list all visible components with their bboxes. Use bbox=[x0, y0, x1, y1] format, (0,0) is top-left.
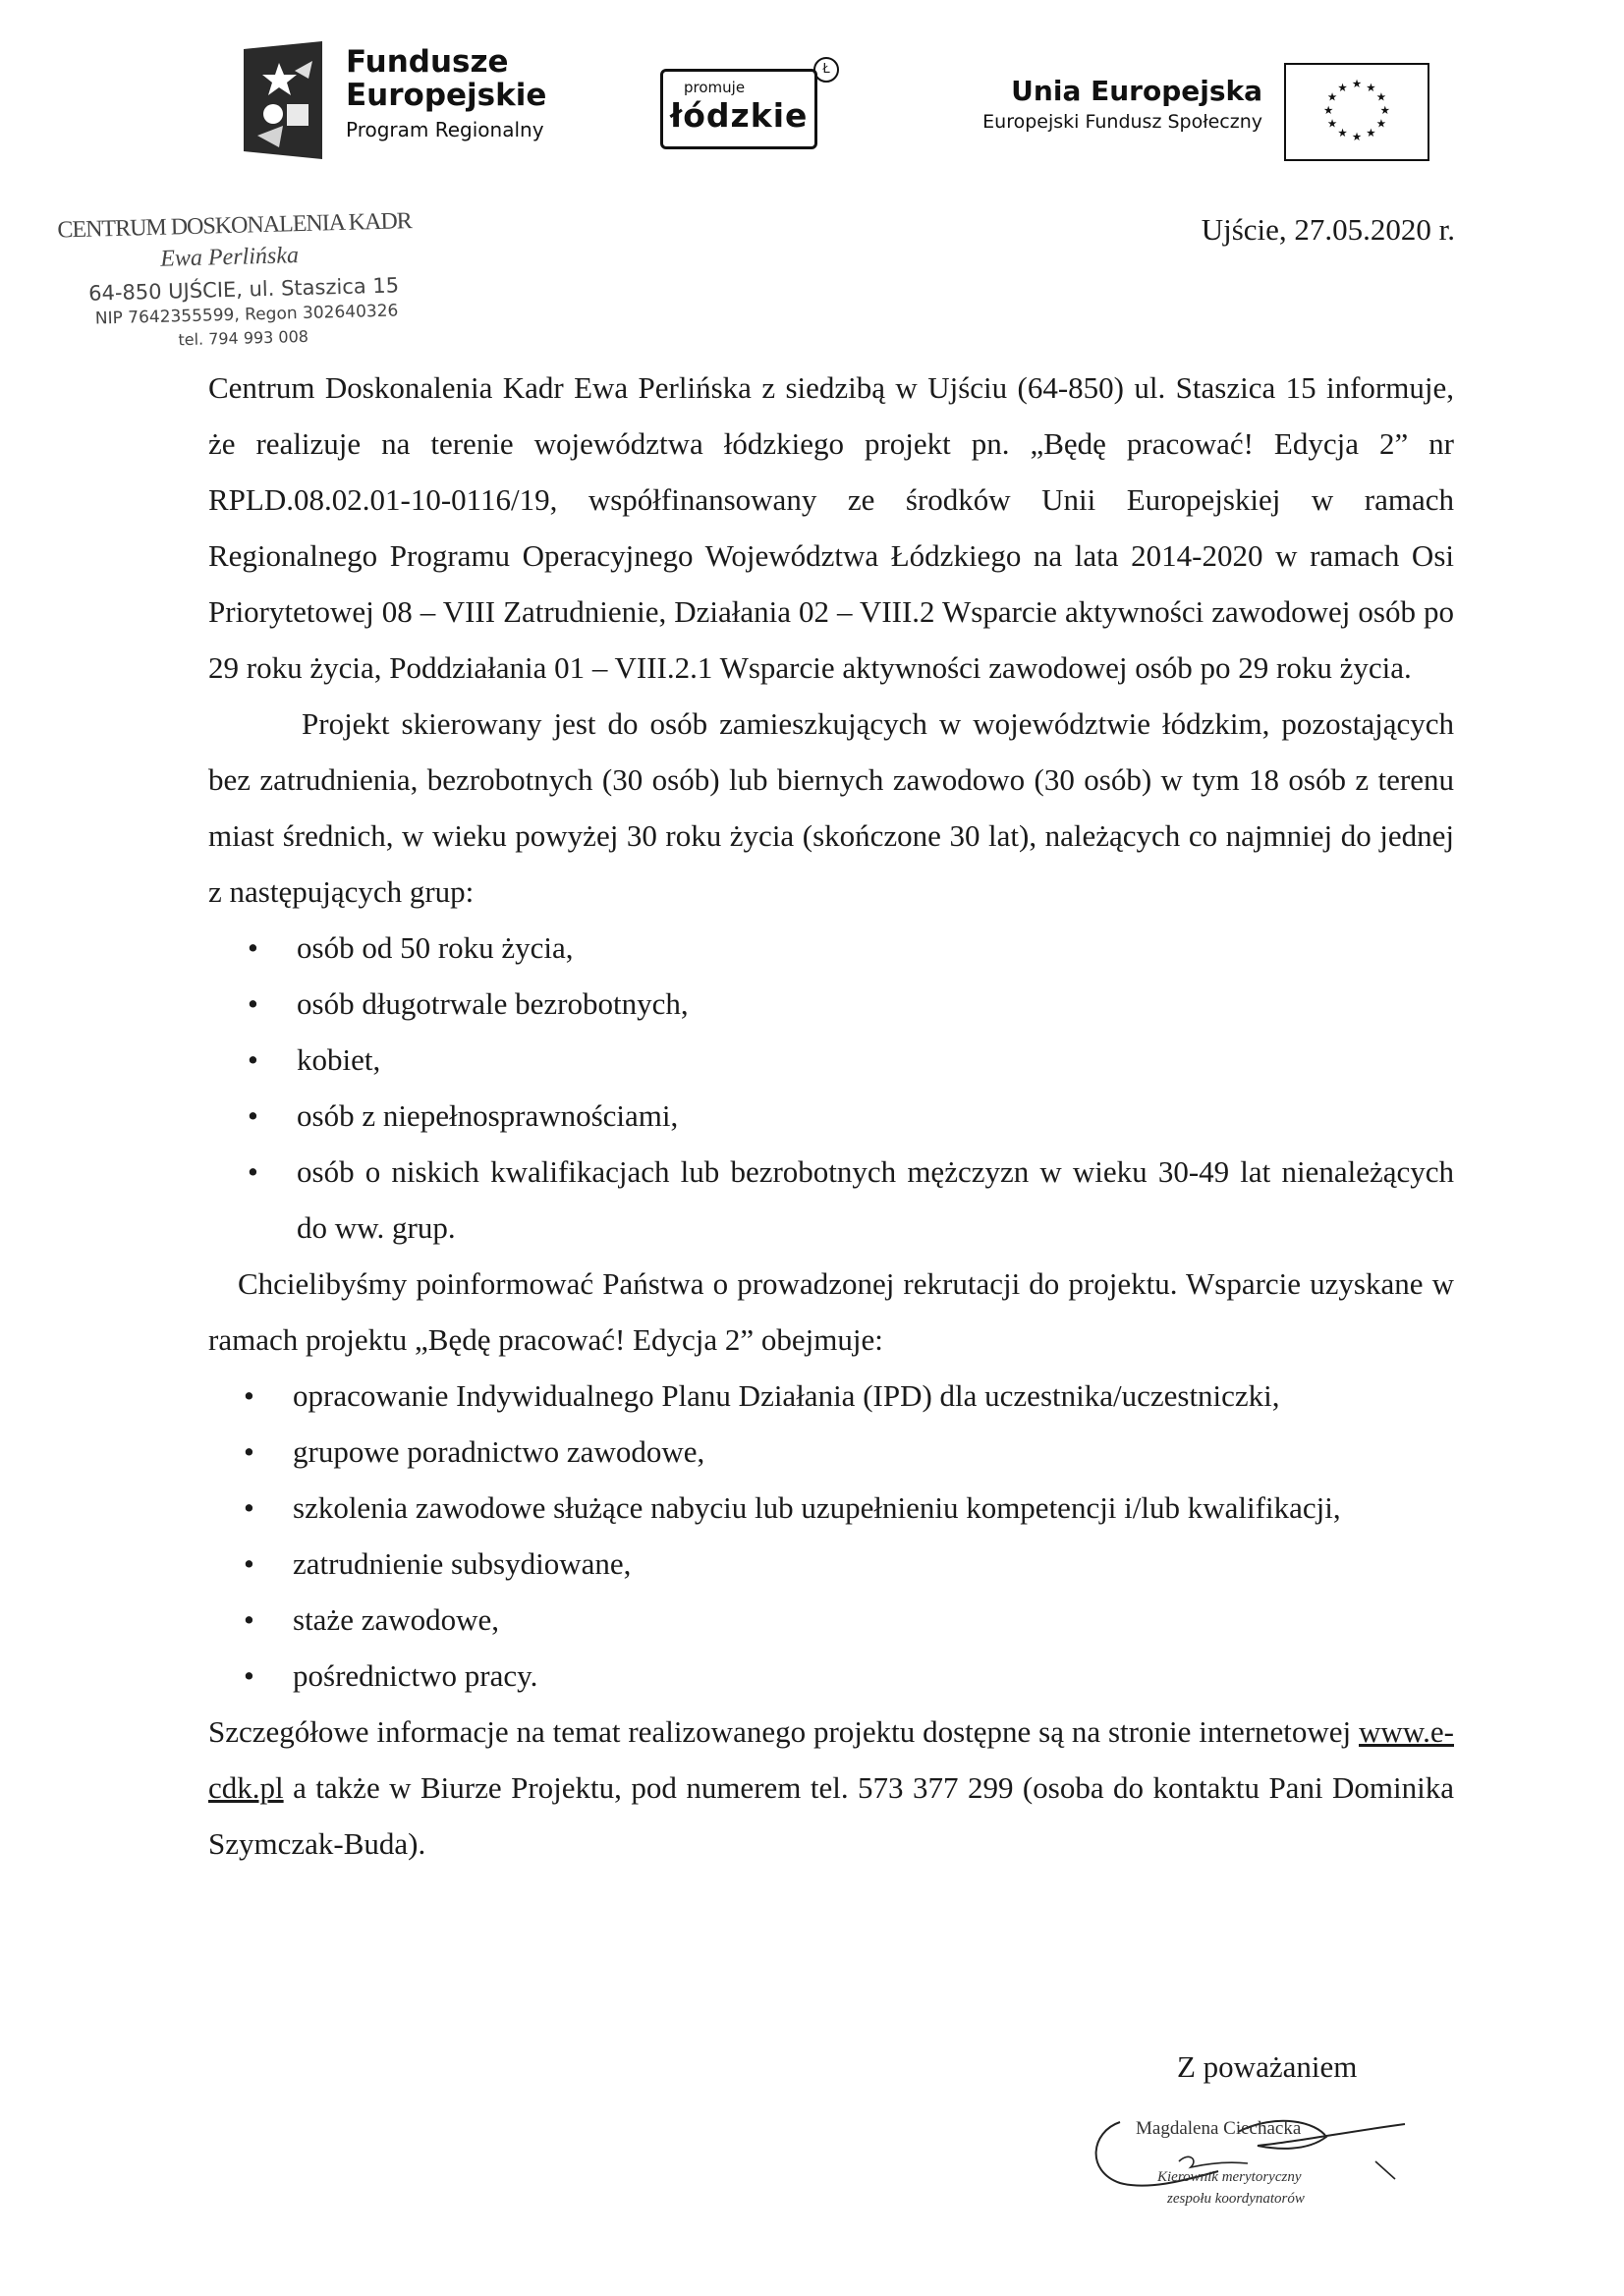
svg-text:★: ★ bbox=[1326, 89, 1338, 104]
signature-title-line2: zespołu koordynatorów bbox=[1167, 2191, 1305, 2207]
list-item: • osób długotrwale bezrobotnych, bbox=[248, 986, 689, 1021]
recruitment-paragraph: Chcielibyśmy poinformować Państwa o prowadzonej rekrutacji do projektu. Wsparcie uzyskane w ramach projektu „Będę pracować! Edycja 2” obejmuje: bbox=[208, 1266, 1454, 1357]
signature-stamp bbox=[1081, 2102, 1415, 2220]
list-item: • osób o niskich kwalifikacjach lub bezrobotnych mężczyzn w wieku 30-49 lat nienależących do ww. grup. bbox=[248, 1154, 1454, 1245]
list-item: • pośrednictwo pracy. bbox=[244, 1658, 538, 1693]
svg-text:★: ★ bbox=[1366, 80, 1376, 94]
letter-body bbox=[208, 360, 1454, 1872]
website-link[interactable]: www.e-cdk.pl bbox=[208, 1714, 1454, 1805]
fundusze-europejskie-logo bbox=[244, 37, 597, 165]
target-groups-list bbox=[208, 920, 1454, 1256]
list-item: • staże zawodowe, bbox=[244, 1602, 500, 1637]
details-text-before: Szczegółowe informacje na temat realizowanego projektu dostępne są na stronie internetowej bbox=[208, 1714, 1360, 1749]
fe-logo-line3: Program Regionalny bbox=[346, 118, 544, 141]
closing-regards: Z poważaniem bbox=[1177, 2049, 1358, 2084]
intro-paragraph: Centrum Doskonalenia Kadr Ewa Perlińska z siedzibą w Ujściu (64-850) ul. Staszica 15 informuje, że realizuje na terenie województwa łódzkiego projekt pn. „Będę pracować! Edycja 2” nr RPLD.08.02.01-10-0116/19, współfinansowany ze środków Unii Europejskiej w ramach Regionalnego Programu Operacyjnego Województwa Łódzkiego na lata 2014-2020 w ramach Osi Priorytetowej 08 – VIII Zatrudnienie, Działania 02 – VIII.2 Wsparcie aktywności zawodowej osób po 29 roku życia, Poddziałania 01 – VIII.2.1 Wsparcie aktywności zawodowej osób po 29 roku życia. bbox=[208, 370, 1454, 685]
stamp-phone: tel. 794 993 008 bbox=[178, 326, 309, 350]
svg-text:★: ★ bbox=[1337, 80, 1348, 94]
letter-date: Ujście, 27.05.2020 r. bbox=[1201, 212, 1455, 247]
list-item: • osób z niepełnosprawnościami, bbox=[248, 1098, 679, 1133]
svg-text:★: ★ bbox=[1337, 125, 1348, 140]
fundusze-europejskie-mark-icon bbox=[244, 41, 322, 159]
list-item: • opracowanie Indywidualnego Planu Działania (IPD) dla uczestnika/uczestniczki, bbox=[244, 1378, 1280, 1413]
svg-text:★: ★ bbox=[1351, 77, 1363, 91]
signature-title-line1: Kierownik merytoryczny bbox=[1157, 2169, 1302, 2185]
list-item: • grupowe poradnictwo zawodowe, bbox=[244, 1434, 705, 1469]
svg-text:★: ★ bbox=[1375, 116, 1387, 131]
svg-text:★: ★ bbox=[1351, 129, 1363, 143]
lodzkie-logo-small: promuje bbox=[684, 79, 746, 96]
lodzkie-logo-mark-icon: Ł bbox=[813, 57, 839, 83]
eu-flag-icon bbox=[1284, 63, 1429, 161]
svg-text:★: ★ bbox=[1366, 125, 1376, 140]
stamp-tax-ids: NIP 7642355599, Regon 302640326 bbox=[94, 301, 399, 329]
fe-logo-line2: Europejskie bbox=[346, 78, 547, 113]
svg-text:★: ★ bbox=[1323, 102, 1334, 117]
list-item: • kobiet, bbox=[248, 1042, 381, 1077]
support-list bbox=[208, 1368, 1454, 1704]
svg-text:★: ★ bbox=[1379, 102, 1390, 117]
signature-name: Magdalena Ciechacka bbox=[1136, 2118, 1302, 2139]
lodzkie-logo bbox=[660, 57, 847, 165]
ue-logo-title: Unia Europejska bbox=[1011, 75, 1262, 107]
list-item: • szkolenia zawodowe służące nabyciu lub uzupełnieniu kompetencji i/lub kwalifikacji, bbox=[244, 1490, 1341, 1525]
stamp-address: 64-850 UJŚCIE, ul. Staszica 15 bbox=[87, 273, 400, 306]
details-paragraph bbox=[208, 1704, 1454, 1872]
details-text-after: a także w Biurze Projektu, pod numerem tel. 573 377 299 (osoba do kontaktu Pani Dominika Szymczak-Buda). bbox=[208, 1770, 1454, 1861]
list-item: • osób od 50 roku życia, bbox=[248, 930, 574, 965]
svg-text:★: ★ bbox=[1326, 116, 1338, 131]
ue-logo-subtitle: Europejski Fundusz Społeczny bbox=[982, 111, 1262, 133]
company-stamp bbox=[57, 205, 474, 364]
project-paragraph: Projekt skierowany jest do osób zamieszkujących w województwie łódzkim, pozostających bez zatrudnienia, bezrobotnych (30 osób) lub biernych zawodowo (30 osób) w tym 18 osób z terenu miast średnich, w wieku powyżej 30 roku życia (skończone 30 lat), należących co najmniej do jednej z następujących grup: bbox=[208, 706, 1454, 909]
lodzkie-logo-big: łódzkie bbox=[670, 96, 809, 135]
stamp-owner-name: Ewa Perlińska bbox=[159, 243, 300, 272]
stamp-company-name: CENTRUM DOSKONALENIA KADR bbox=[57, 208, 413, 244]
list-item: • zatrudnienie subsydiowane, bbox=[244, 1546, 632, 1581]
unia-europejska-logo bbox=[938, 61, 1429, 179]
fe-logo-line1: Fundusze bbox=[346, 44, 509, 80]
svg-text:★: ★ bbox=[1375, 89, 1387, 104]
